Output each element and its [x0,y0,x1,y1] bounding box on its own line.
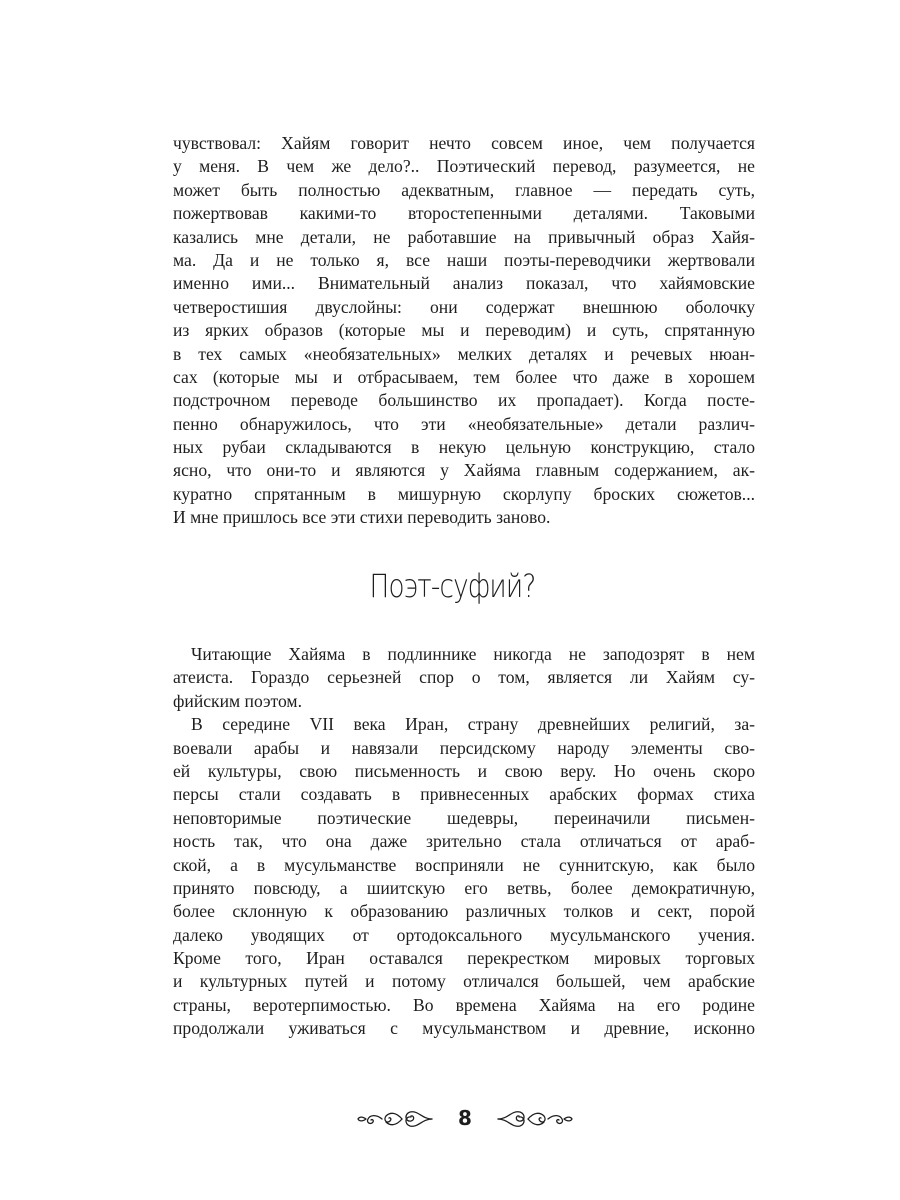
text-line: Кроме того, Иран оставался перекрестком мировых торговых [173,948,755,969]
text-block-section [173,643,755,1041]
text-line: ность так, что она даже зрительно стала отличаться от араб- [173,831,755,852]
text-line: персы стали создавать в привнесенных арабских формах стиха [173,784,755,805]
paragraph [173,713,755,1040]
page-footer [0,1103,900,1139]
paragraph [173,643,755,713]
text-line: далеко уводящих от ортодоксального мусульманского учения. [173,924,755,945]
text-line: В середине VII века Иран, страну древнейших религий, за- [191,714,755,735]
text-line: Читающие Хайяма в подлиннике никогда не заподозрят в нем [191,644,755,664]
text-line: из ярких образов (которые мы и переводим) и суть, спрятанную [173,320,755,341]
text-line: атеиста. Гораздо серьезней спор о том, является ли Хайям су- [173,667,755,688]
text-line: ясно, что они-то и являются у Хайяма главным содержанием, ак- [173,460,755,481]
text-line: у меня. В чем же дело?.. Поэтический перевод, разумеется, не [173,156,755,177]
text-line: казались мне детали, не работавшие на привычный образ Хайя- [173,226,755,247]
text-line: в тех самых «необязательных» мелких деталях и речевых нюан- [173,343,755,364]
text-line: чувствовал: Хайям говорит нечто совсем иное, чем получается [173,133,755,153]
text-line: более склонную к образованию различных толков и сект, порой [173,901,755,922]
swirl-ornament-icon [356,1106,434,1132]
text-line: куратно спрятанным в мишурную скорлупу броских сюжетов... [173,483,755,504]
page-number: 8 [458,1106,472,1130]
text-block-intro [173,132,755,530]
text-line: именно ими... Внимательный анализ показал, что хайямовские [173,273,755,294]
text-line: ма. Да и не только я, все наши поэты-переводчики жертвовали [173,249,755,270]
text-line: четверостишия двуслойны: они содержат внешнюю оболочку [173,296,755,317]
text-line: сах (которые мы и отбрасываем, тем более что даже в хорошем [173,366,755,387]
text-line: неповторимые поэтические шедевры, переиначили письмен- [173,807,755,828]
section-heading: Поэт-суфий? [369,567,536,605]
text-line: И мне пришлось все эти стихи переводить заново. [173,507,551,528]
text-line: ей культуры, свою письменность и свою веру. Но очень скоро [173,760,755,781]
swirl-ornament-icon [496,1106,574,1132]
text-line: ных рубаи складываются в некую цельную конструкцию, стало [173,437,755,458]
text-line: подстрочном переводе большинство их пропадает). Когда посте- [173,390,755,411]
text-line: страны, веротерпимостью. Во времена Хайяма на его родине [173,994,755,1015]
text-line: воевали арабы и навязали персидскому народу элементы сво- [173,737,755,758]
text-line: ской, а в мусульманстве восприняли не суннитскую, как было [173,854,755,875]
text-line: принято повсюду, а шиитскую его ветвь, более демократичную, [173,877,755,898]
text-line: продолжали уживаться с мусульманством и древние, исконно [173,1018,755,1039]
text-line: и культурных путей и потому отличался большей, чем арабские [173,971,755,992]
text-line: фийским поэтом. [173,690,302,711]
text-line: пенно обнаружилось, что эти «необязательные» детали различ- [173,413,755,434]
text-line: пожертвовав какими-то второстепенными деталями. Таковыми [173,203,755,224]
text-line: может быть полностью адекватным, главное — передать суть, [173,179,755,200]
